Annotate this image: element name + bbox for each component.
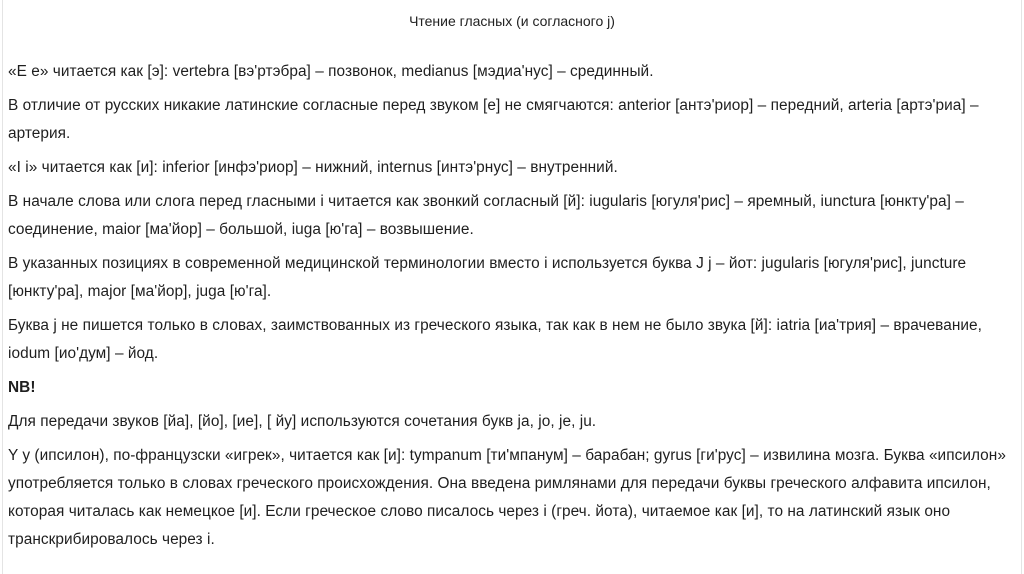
- slide-title: Чтение гласных (и согласного j): [409, 13, 615, 29]
- left-border: [2, 0, 3, 574]
- nb-note: NB!: [8, 379, 36, 396]
- paragraph-consonants: В отличие от русских никакие латинские согласные перед звуком [е] не смягчаются: anterior [антэ'риор] – передний, arteria [артэ'риа] – артерия.: [8, 97, 979, 142]
- paragraph-y: Y y (ипсилон), по-французски «игрек», читается как [и]: tympanum [ти'мпанум] – барабан; gyrus [ги'рус] – извилина мозга. Буква «ипсилон» употребляется только в словах греческого происхождения. Она введена римлянами для передачи буквы греческого алфавита ипсилон, которая читалась как немецкое [и]. Если греческое слово писалось через i (греч. йота), читаемое как [и], то на латинский язык оно транскрибировалось через i.: [8, 447, 1006, 548]
- paragraph-combinations: Для передачи звуков [йа], [йо], [ие], [ йу] используются сочетания букв ja, jo, je, ju.: [8, 413, 597, 430]
- paragraph-i: «I i» читается как [и]: inferior [инфэ'риор] – нижний, internus [интэ'рнус] – внутренний.: [8, 159, 618, 176]
- slide-body: [8, 58, 1018, 560]
- paragraph-i-consonant: В начале слова или слога перед гласными i читается как звонкий согласный [й]: iugularis [югуля'рис] – яремный, iunctura [юнкту'ра] – соединение, maior [ма'йор] – большой, iuga [ю'га] – возвышение.: [8, 193, 964, 238]
- right-border: [1021, 0, 1022, 574]
- paragraph-e: «E e» читается как [э]: vertebra [вэ'ртэбра] – позвонок, medianus [мэдиа'нус] – срединный.: [8, 63, 654, 80]
- paragraph-j: В указанных позициях в современной медицинской терминологии вместо i используется буква J j – йот: jugularis [югуля'рис], juncture [юнкту'ра], major [ма'йор], juga [ю'га].: [8, 255, 967, 300]
- paragraph-greek: Буква j не пишется только в словах, заимствованных из греческого языка, так как в нем не было звука [й]: iatria [иа'трия] – врачевание, iodum [ио'дум] – йод.: [8, 317, 982, 362]
